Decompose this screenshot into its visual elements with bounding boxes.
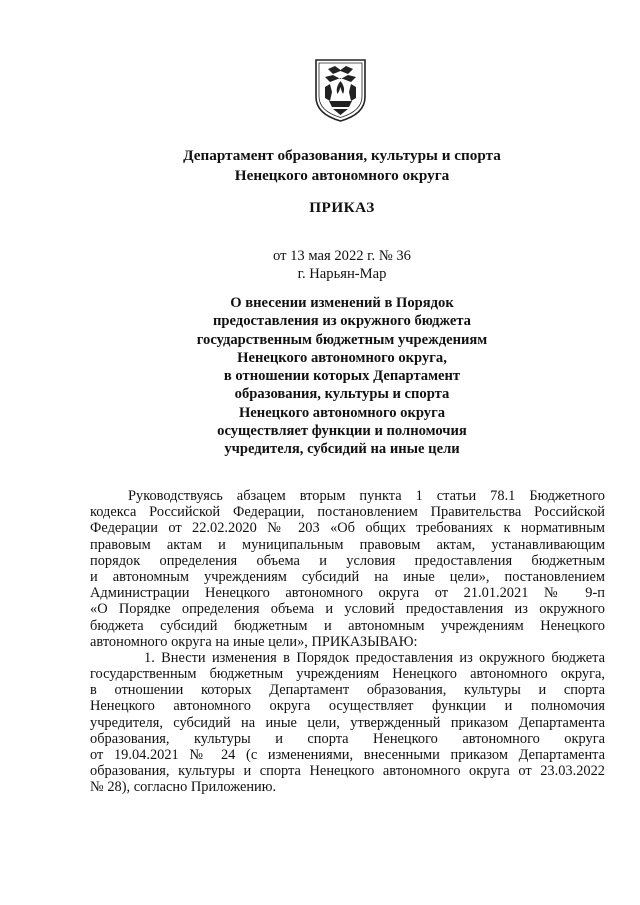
subject-line: в отношении которых Департамент: [223, 368, 461, 385]
date-block: [0, 247, 640, 283]
body-line: автономного округа на иные цели», ПРИКАЗЫВАЮ:: [90, 633, 418, 650]
order-subject: [0, 294, 640, 459]
body-line: в отношении которых Департамент образования, культуры и спорта: [90, 682, 605, 699]
body-line: государственным бюджетным учреждениям Ненецкого автономного округа,: [90, 666, 605, 683]
subject-line: О внесении изменений в Порядок: [230, 295, 454, 311]
subject-line: учредителя, субсидий на иные цели: [224, 441, 460, 458]
body-line: учредителя, субсидий на иные цели, утвержденный приказом Департамента: [90, 714, 605, 731]
department-name: [0, 146, 640, 186]
body-line: от 19.04.2021 № 24 (с изменениями, внесенными приказом Департамента: [90, 747, 605, 763]
body-line: образования, культуры и спорта Ненецкого автономного округа от 23.03.2022: [90, 763, 605, 780]
body-line: 1. Внести изменения в Порядок предоставления из окружного бюджета: [144, 649, 605, 666]
coat-of-arms-icon: [313, 57, 368, 123]
body-line: образования, культуры и спорта Ненецкого автономного округа: [90, 730, 605, 747]
subject-line: образования, культуры и спорта: [234, 386, 450, 403]
subject-line: осуществляет функции и полномочия: [217, 423, 467, 440]
place: г. Нарьян-Мар: [297, 266, 387, 282]
body-line: правовым актам и муниципальным правовым актам, устанавливающим: [90, 536, 605, 553]
body-line: и автономным учреждениям субсидий на иные цели», постановлением: [90, 568, 605, 585]
subject-line: предоставления из окружного бюджета: [213, 313, 471, 330]
order-body: [90, 488, 605, 796]
body-line: Руководствуясь абзацем вторым пункта 1 статьи 78.1 Бюджетного: [128, 488, 605, 504]
department-line-1: Департамент образования, культуры и спорта: [183, 147, 501, 164]
subject-line: Ненецкого автономного округа,: [237, 349, 447, 366]
subject-line: государственным бюджетным учреждениям: [196, 331, 488, 348]
body-line: «О Порядке определения объема и условий предоставления из окружного: [90, 601, 605, 618]
body-line: Ненецкого автономного округа осуществляет функции и полномочия: [90, 698, 605, 715]
document-type: ПРИКАЗ: [309, 199, 375, 216]
department-line-2: Ненецкого автономного округа: [234, 167, 450, 184]
body-line: Администрации Ненецкого автономного округа от 21.01.2021 № 9-п: [90, 585, 605, 602]
body-line: № 28), согласно Приложению.: [90, 779, 277, 796]
body-line: порядок определения объема и условия предоставления бюджетным: [90, 552, 605, 569]
body-line: кодекса Российской Федерации, постановлением Правительства Российской: [90, 504, 605, 521]
date-number: от 13 мая 2022 г. № 36: [273, 248, 411, 264]
body-line: Федерации от 22.02.2020 № 203 «Об общих требованиях к нормативным: [90, 520, 605, 537]
body-line: бюджета субсидий бюджетным и автономным учреждениям Ненецкого: [90, 617, 605, 634]
subject-line: Ненецкого автономного округа: [238, 404, 446, 421]
